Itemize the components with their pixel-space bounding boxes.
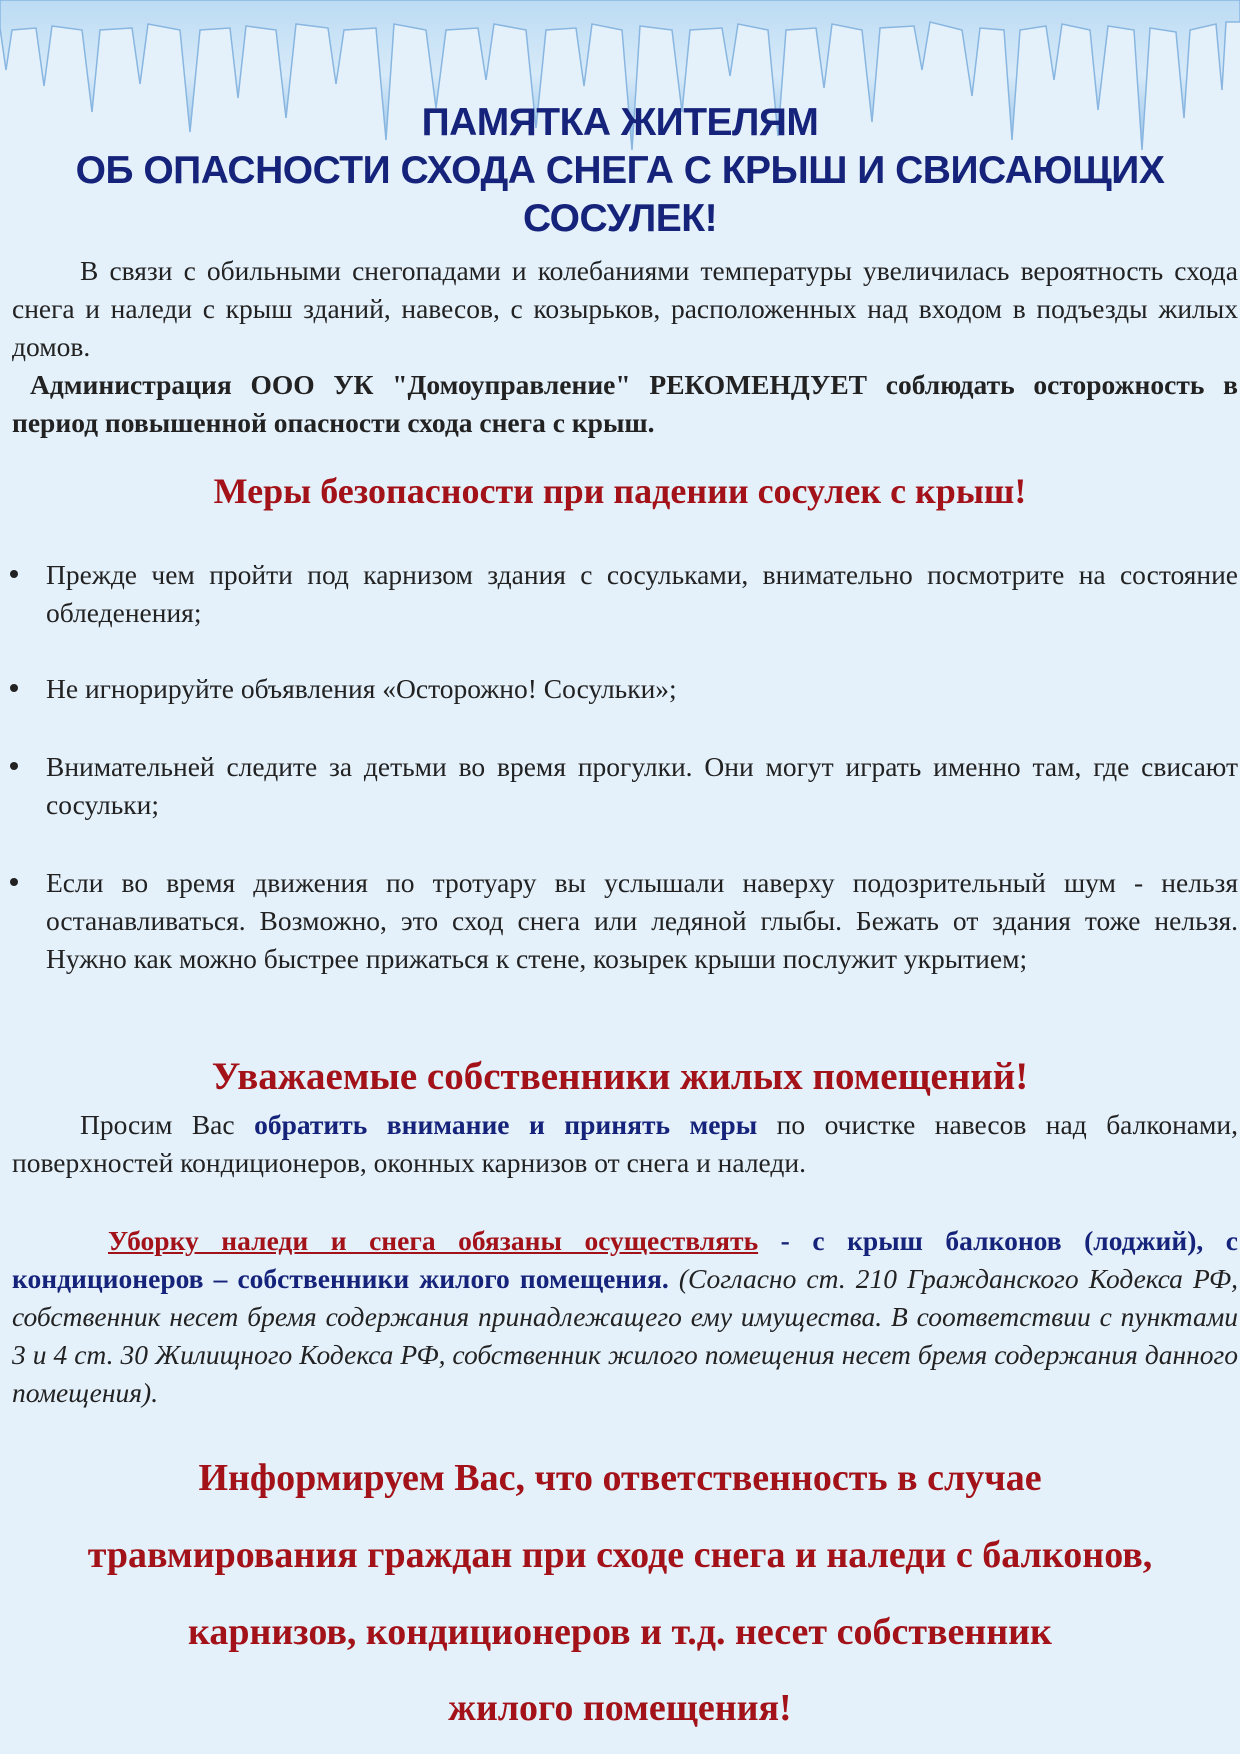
page-title-line-2: ОБ ОПАСНОСТИ СХОДА СНЕГА С КРЫШ И СВИСАЮЩИХ [75,149,1165,192]
safety-item: Не игнорируйте объявления «Осторожно! Сосульки»; [46,673,677,704]
inform-line-2: травмирования граждан при сходе снега и наледи с балконов, [87,1534,1153,1576]
request-end: по очистке навесов над балконами, поверхностей кондиционеров, оконных карнизов от снега и наледи. [12,1109,1238,1178]
inform-line-1: Информируем Вас, что ответственность в случае [198,1457,1042,1499]
intro-paragraph: В связи с обильными снегопадами и колебаниями температуры увеличилась вероятность схода снега и наледи с крыш зданий, навесов, с козырьков, расположенных над входом в подъезды жилых домов. [12,255,1238,362]
safety-item: Внимательней следите за детьми во время прогулки. Они могут играть именно там, где свисают сосульки; [46,751,1238,820]
page-title-line-3: СОСУЛЕК! [522,197,718,240]
duty-bold: - с крыш балконов (лоджий), с кондиционеров – собственники жилого помещения. [12,1225,1238,1294]
inform-line-4: жилого помещения! [448,1687,792,1729]
inform-line-3: карнизов, кондиционеров и т.д. несет собственник [188,1611,1052,1653]
owners-duty [12,1222,1238,1412]
bullet-dot [10,684,18,692]
duty-underlined: Уборку наледи и снега обязаны осуществлять [108,1225,759,1256]
page-title-line-1: ПАМЯТКА ЖИТЕЛЯМ [421,101,819,144]
request-emphasis: обратить внимание и принять меры [254,1109,758,1140]
safety-heading: Меры безопасности при падении сосулек с крыш! [213,471,1027,511]
admin-recommendation: Администрация ООО УК "Домоуправление" РЕКОМЕНДУЕТ соблюдать осторожность в период повышенной опасности схода снега с крыш. [12,369,1238,438]
bullet-dot [10,762,18,770]
owners-request [12,1106,1238,1182]
owners-heading: Уважаемые собственники жилых помещений! [211,1055,1029,1098]
safety-item: Если во время движения по тротуару вы услышали наверху подозрительный шум - нельзя останавливаться. Возможно, это сход снега или ледяной глыбы. Бежать от здания тоже нельзя. Нужно как можно быстрее прижаться к стене, козырек крыши послужит укрытием; [46,867,1238,974]
duty-legal-note: (Согласно ст. 210 Гражданского Кодекса РФ, собственник несет бремя содержания принадлежащего ему имущества. В соответствии с пунктами 3 и 4 ст. 30 Жилищного Кодекса РФ, собственник жилого помещения несет бремя содержания данного помещения). [12,1263,1238,1408]
bullet-dot [10,878,18,886]
bullet-dot [10,570,18,578]
request-start: Просим Вас [80,1109,255,1140]
safety-item: Прежде чем пройти под карнизом здания с сосульками, внимательно посмотрите на состояние обледенения; [46,559,1238,628]
